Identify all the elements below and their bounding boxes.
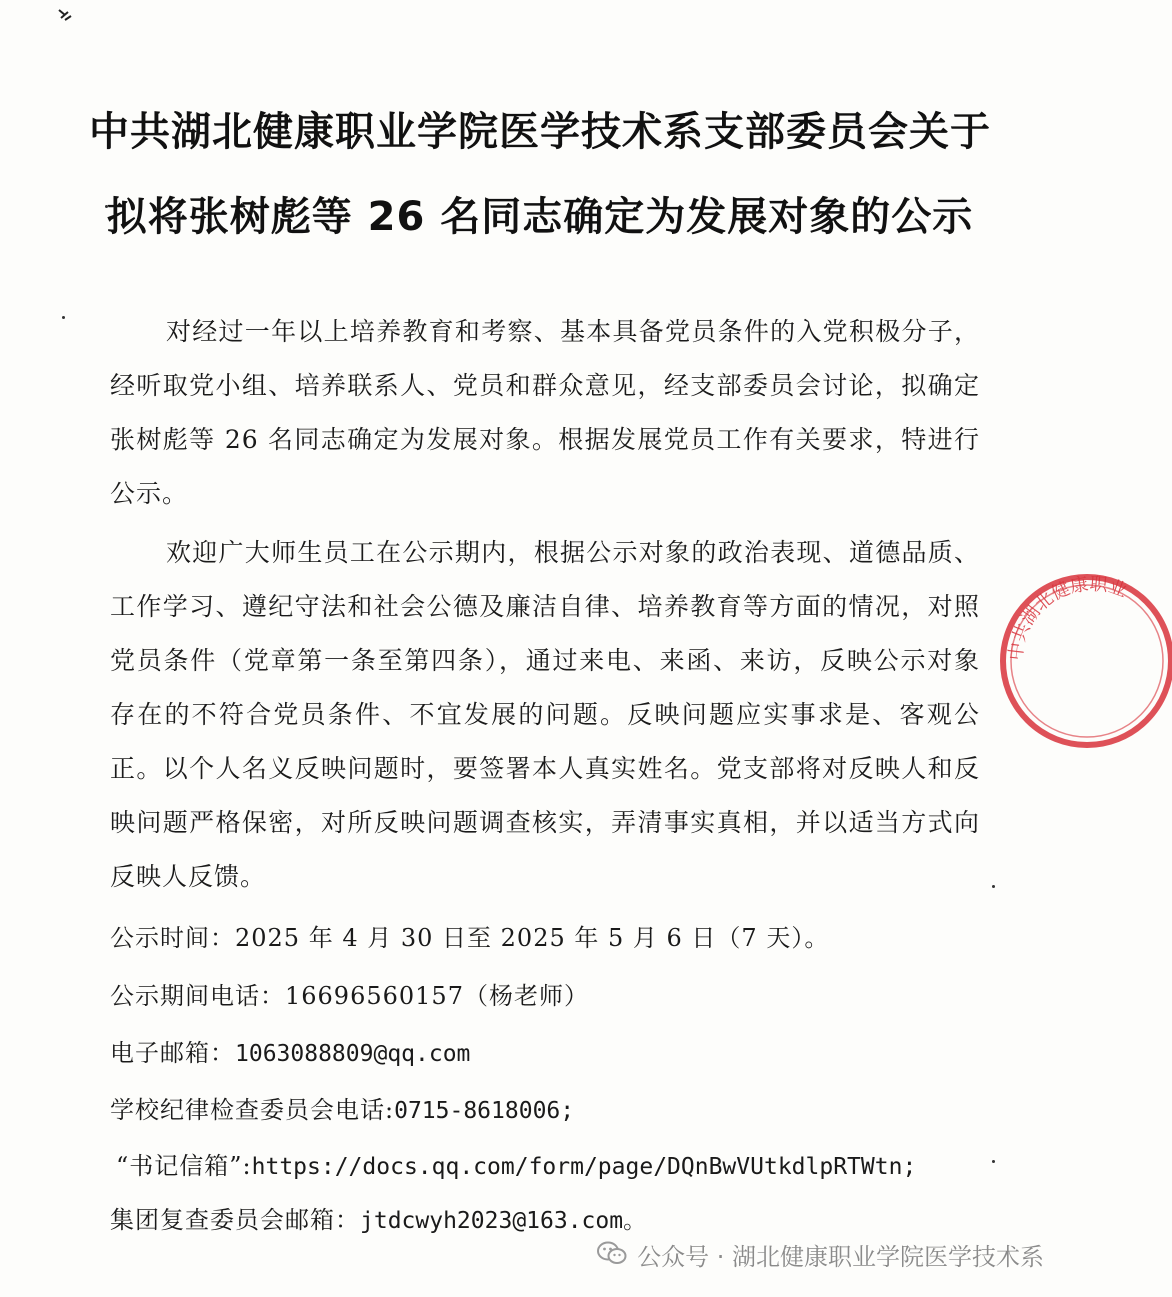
official-seal-icon (992, 566, 1172, 756)
notice-period-value: 2025 年 4 月 30 日至 2025 年 5 月 6 日（7 天）。 (235, 924, 830, 952)
discipline-committee-phone: 0715-8618006; (394, 1098, 575, 1124)
contact-phone-value: 16696560157（杨老师） (285, 982, 589, 1010)
email-value[interactable]: 1063088809@qq.com (235, 1041, 471, 1067)
group-review-line (110, 1200, 646, 1241)
wechat-account-name[interactable]: 公众号 · 湖北健康职业学院医学技术系 (637, 1242, 1044, 1271)
seal-text: 中共湖北健康职业 (1005, 573, 1130, 662)
notice-period-label: 公示时间： (110, 924, 235, 952)
scan-artifact-icon (56, 6, 76, 26)
secretary-mailbox-label: “书记信箱”: (116, 1152, 252, 1180)
scan-speck (992, 885, 995, 888)
secretary-mailbox-link[interactable]: https://docs.qq.com/form/page/DQnBwVUtkdlpRTWtn; (251, 1154, 917, 1180)
wechat-icon (597, 1241, 627, 1267)
secretary-mailbox-line (116, 1146, 916, 1187)
scan-speck (62, 316, 65, 319)
body-paragraph-1: 对经过一年以上培养教育和考察、基本具备党员条件的入党积极分子，经听取党小组、培养联系人、党员和群众意见，经支部委员会讨论，拟确定张树彪等 26 名同志确定为发展对象。根据发展党员工作有关要求，特进行公示。 (110, 317, 980, 508)
svg-text:中共湖北健康职业 (1006, 574, 1130, 662)
group-review-email[interactable]: jtdcwyh2023@163.com。 (360, 1208, 647, 1234)
wechat-footer (597, 1234, 1044, 1274)
document-title-line-2: 拟将张树彪等 26 名同志确定为发展对象的公示 (106, 194, 974, 240)
discipline-committee-line (110, 1090, 574, 1131)
email-line (110, 1033, 470, 1074)
discipline-committee-label: 学校纪律检查委员会电话: (110, 1096, 395, 1124)
group-review-label: 集团复查委员会邮箱： (110, 1206, 360, 1234)
document-title-line-1: 中共湖北健康职业学院医学技术系支部委员会关于 (89, 109, 991, 155)
contact-phone-label: 公示期间电话： (110, 982, 285, 1010)
notice-period-line (110, 918, 829, 958)
email-label: 电子邮箱： (110, 1039, 235, 1067)
body-paragraph-2: 欢迎广大师生员工在公示期内，根据公示对象的政治表现、道德品质、工作学习、遵纪守法和社会公德及廉洁自律、培养教育等方面的情况，对照党员条件（党章第一条至第四条），通过来电、来函、来访，反映公示对象存在的不符合党员条件、不宜发展的问题。反映问题应实事求是、客观公正。以个人名义反映问题时，要签署本人真实姓名。党支部将对反映人和反映问题严格保密，对所反映问题调查核实，弄清事实真相，并以适当方式向反映人反馈。 (110, 538, 980, 891)
contact-phone-line (110, 976, 589, 1016)
scan-speck (992, 1160, 995, 1163)
